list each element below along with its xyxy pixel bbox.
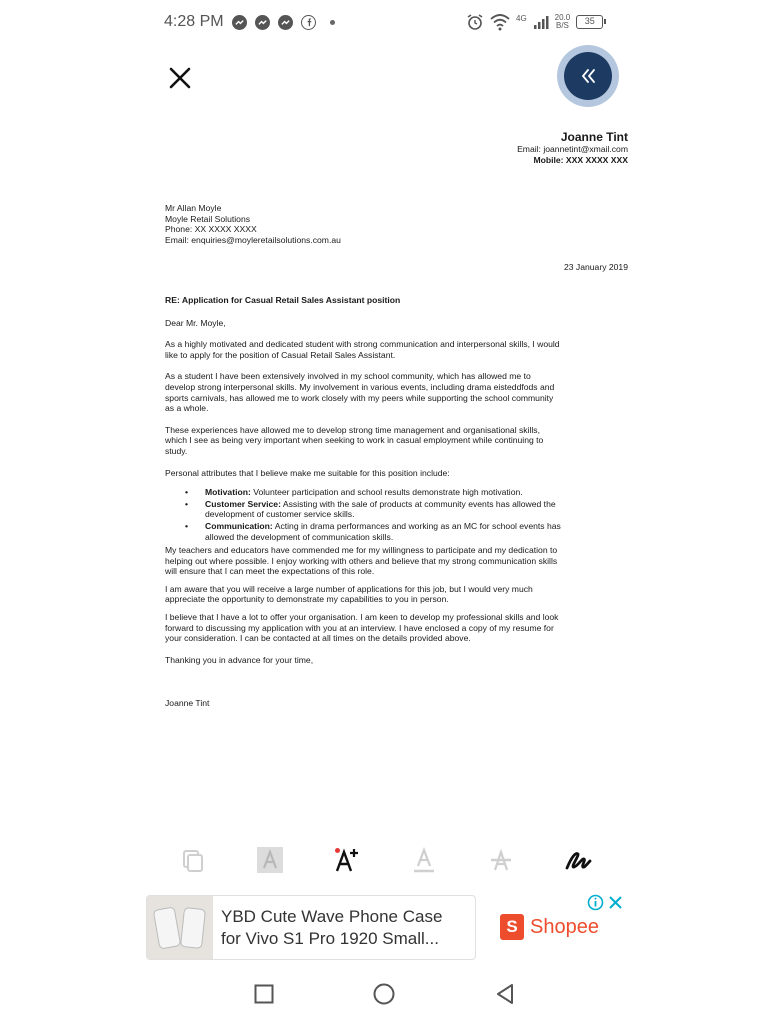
- info-icon[interactable]: [587, 894, 604, 911]
- status-bar: [0, 0, 768, 46]
- home-button[interactable]: [372, 982, 396, 1006]
- list-item: [185, 499, 628, 520]
- ad-title-line: for Vivo S1 Pro 1920 Small...: [221, 928, 439, 948]
- ad-choices[interactable]: [587, 894, 623, 911]
- collapse-fab-button[interactable]: [557, 45, 619, 107]
- strikethrough-button[interactable]: [481, 840, 521, 880]
- ad-title: [221, 906, 471, 950]
- close-button[interactable]: [164, 62, 196, 94]
- highlight-button[interactable]: [250, 840, 290, 880]
- bullet-text: Volunteer participation and school results demonstrate high motivation.: [253, 487, 523, 498]
- paragraph-line: study.: [165, 445, 188, 456]
- paragraph: [165, 425, 628, 457]
- re-line: RE: Application for Casual Retail Sales Assistant position: [165, 295, 401, 305]
- bullet-text: Assisting with the sale of products at community events has allowed the: [282, 498, 556, 509]
- speed-unit: B/S: [556, 21, 569, 30]
- bullet-list: [185, 487, 628, 542]
- paragraph-line: like to apply for the position of Casual Retail Sales Assistant.: [165, 349, 396, 360]
- notification-icons: [232, 15, 335, 30]
- ad-title-line: YBD Cute Wave Phone Case: [221, 906, 443, 926]
- battery-icon: 35: [576, 15, 603, 29]
- draw-button[interactable]: [558, 840, 598, 880]
- edit-toolbar: [142, 836, 628, 884]
- bullet-text: Acting in drama performances and working as an MC for school events has: [274, 520, 561, 531]
- bullet-dot-icon: •: [185, 487, 189, 498]
- square-icon: [254, 984, 274, 1004]
- back-button[interactable]: [493, 982, 517, 1006]
- wifi-icon: [490, 13, 510, 31]
- double-chevron-left-icon: [579, 67, 597, 85]
- paragraph: [165, 371, 628, 413]
- paragraph: Personal attributes that I believe make me suitable for this position include:: [165, 467, 450, 478]
- network-speed: [555, 14, 571, 30]
- ad-brand-logo[interactable]: [500, 914, 599, 940]
- fab-inner: [564, 52, 612, 100]
- sender-email: Email: joannetint@xmail.com: [517, 144, 628, 154]
- recipient-line: Phone: XX XXXX XXXX: [165, 224, 257, 235]
- paragraph-line: appreciate the opportunity to demonstrate my capabilities to you in person.: [165, 594, 449, 605]
- sender-name: Joanne Tint: [560, 130, 628, 144]
- speed-value: 20.0: [554, 13, 571, 22]
- bullet-heading: Communication:: [205, 520, 273, 531]
- facebook-icon: [301, 15, 316, 30]
- shopee-bag-icon: S: [500, 914, 524, 940]
- alarm-icon: [466, 13, 484, 31]
- paragraph-line: forward to discussing my application with you at an interview. I have enclosed a copy of my resume for: [165, 622, 554, 633]
- list-item: [185, 487, 628, 498]
- bullet-dot-icon: •: [185, 498, 189, 509]
- freehand-draw-icon: [564, 846, 592, 874]
- paragraph: [165, 339, 628, 360]
- circle-icon: [373, 983, 395, 1005]
- paragraph: [165, 612, 628, 644]
- paragraph-line: I am aware that you will receive a large number of applications for this job, but I would very much: [165, 583, 533, 594]
- paragraph-line: which I see as being very important when seeking to work in casual employment while continuing to: [165, 435, 544, 446]
- recipient-block: [165, 203, 341, 245]
- paragraph-line: helping out where possible. I enjoy working with others and believe that my strong communication skills: [165, 555, 558, 566]
- copy-icon: [179, 846, 207, 874]
- sender-mobile: Mobile: XXX XXXX XXX: [533, 154, 628, 165]
- recipient-line: Email: enquiries@moyleretailsolutions.com.au: [165, 234, 341, 245]
- text-size-button[interactable]: [327, 840, 367, 880]
- document-page[interactable]: [142, 110, 628, 826]
- signature: Joanne Tint: [165, 698, 210, 709]
- recipient-line: Moyle Retail Solutions: [165, 213, 251, 224]
- phone-case-image: [180, 906, 206, 948]
- paragraph-line: I believe that I have a lot to offer your organisation. I am keen to develop my professional skills and look: [165, 612, 559, 623]
- paragraph-line: sports carnivals, has allowed me to work closely with my peers while supporting the school community: [165, 392, 554, 403]
- ad-product-image: [147, 896, 213, 959]
- status-right: [466, 13, 603, 31]
- recents-button[interactable]: [252, 982, 276, 1006]
- bullet-text: development of customer service skills.: [205, 509, 355, 520]
- copy-button[interactable]: [173, 840, 213, 880]
- paragraph: [165, 545, 628, 577]
- underline-text-icon: [410, 846, 438, 874]
- close-ad-icon[interactable]: [608, 895, 623, 910]
- messenger-icon: [278, 15, 293, 30]
- paragraph: [165, 584, 628, 605]
- signal-icon: [533, 14, 549, 30]
- status-time: 4:28 PM: [164, 13, 224, 30]
- letter-date: 23 January 2019: [563, 262, 628, 272]
- paragraph-line: These experiences have allowed me to develop strong time management and organisational skills,: [165, 424, 540, 435]
- messenger-icon: [232, 15, 247, 30]
- ad-banner[interactable]: [146, 895, 476, 960]
- paragraph-line: As a highly motivated and dedicated student with strong communication and interpersonal skills, I would: [165, 339, 560, 350]
- phone-case-image: [153, 906, 182, 949]
- bullet-dot-icon: •: [185, 520, 189, 531]
- bullet-heading: Customer Service:: [205, 498, 281, 509]
- paragraph-line: will ensure that I can meet the expectations of this role.: [165, 566, 375, 577]
- recipient-line: Mr Allan Moyle: [165, 203, 222, 213]
- paragraph-line: as a whole.: [165, 403, 209, 414]
- letter-body: [165, 295, 628, 709]
- active-dot: [335, 848, 340, 853]
- paragraph-line: your consideration. I can be contacted at all times on the details provided above.: [165, 633, 471, 644]
- list-item: [185, 521, 628, 542]
- underline-button[interactable]: [404, 840, 444, 880]
- sender-block: [517, 130, 628, 165]
- signoff: Thanking you in advance for your time,: [165, 654, 314, 665]
- paragraph-line: My teachers and educators have commended me for my willingness to participate and my dedication to: [165, 545, 558, 556]
- paragraph-line: As a student I have been extensively involved in my school community, which has allowed me to: [165, 371, 531, 382]
- close-icon: [169, 67, 191, 89]
- highlight-text-icon: [256, 846, 284, 874]
- salutation: Dear Mr. Moyle,: [165, 317, 226, 328]
- strikethrough-text-icon: [487, 846, 515, 874]
- triangle-back-icon: [495, 983, 515, 1005]
- bullet-text: allowed the development of communication skills.: [205, 531, 394, 542]
- bullet-heading: Motivation:: [205, 487, 251, 498]
- paragraph-line: develop strong interpersonal skills. My involvement in various events, including drama eisteddfods and: [165, 381, 555, 392]
- more-dot-icon: [330, 20, 335, 25]
- messenger-icon: [255, 15, 270, 30]
- ad-brand-name: Shopee: [530, 915, 599, 938]
- system-nav-bar: [0, 972, 768, 1016]
- network-type: 4G: [516, 14, 527, 23]
